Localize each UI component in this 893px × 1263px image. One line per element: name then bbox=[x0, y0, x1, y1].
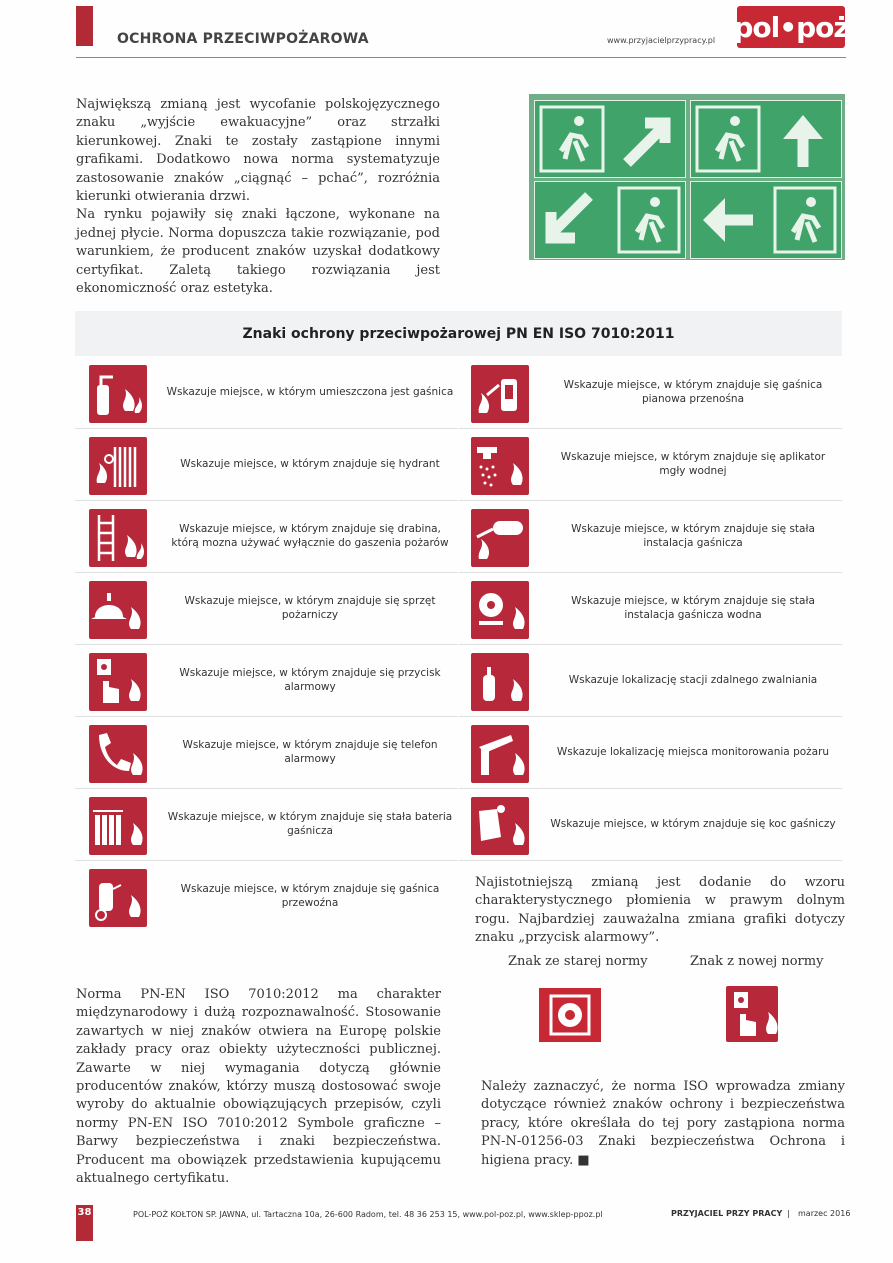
fire-blanket-icon bbox=[471, 797, 529, 855]
exit-sign-arrow-down-left bbox=[534, 181, 686, 259]
sign-description: Wskazuje miejsce, w którym znajduje się hydrant bbox=[180, 458, 440, 470]
water-installation-icon bbox=[471, 581, 529, 639]
section-title: OCHRONA PRZECIWPOŻAROWA bbox=[117, 31, 369, 47]
footer-date: marzec 2016 bbox=[798, 1209, 851, 1218]
table-row bbox=[75, 428, 458, 501]
page-number-badge bbox=[76, 1205, 93, 1241]
alarm-button-icon bbox=[89, 653, 147, 711]
fixed-installation-icon bbox=[471, 509, 529, 567]
footer-company: POL-POŻ KOŁTON SP. JAWNA, ul. Tartaczna 10a, 26-600 Radom, tel. 48 36 253 15, www.pol-poz.pl, www.sklep-ppoz.pl bbox=[133, 1210, 603, 1219]
exit-sign-arrow-up bbox=[690, 100, 842, 178]
intro-paragraph: Największą zmianą jest wycofanie polskojęzycznego znaku „wyjście ewakuacyjne” oraz strzałki kierunkowej. Znaki te zostały zastąpione innymi grafikami. Dodatkowo nowa norma systematyzuje zastosowanie znaków „ciągnąć – pchać”, rozróżnia kierunki otwierania drzwi. bbox=[76, 97, 440, 205]
fire-ladder-icon bbox=[89, 509, 147, 567]
header-rule bbox=[76, 57, 846, 58]
bottom-left-paragraph: Norma PN-EN ISO 7010:2012 ma charakter międzynarodowy i dużą rozpoznawalność. Stosowanie zawartych w niej znaków otwiera na Europę polskie zakłady pracy oraz obiekty użyteczności publicznej. Zawarte w niej wymagania dotyczą głównie producentów znaków, którzy muszą dostosować swoje wyroby do aktualnie obowiązujących przepisów, czyli normy PN-EN ISO 7010:2012 Symbole graficzne – Barwy bezpieczeństwa i znaki bezpieczeństwa. Producent ma obowiązek przedstawienia kupującemu aktualnego certyfikatu. bbox=[76, 987, 441, 1187]
fire-signs-table bbox=[75, 311, 842, 935]
table-row bbox=[459, 788, 842, 861]
sign-description: Wskazuje miejsce, w którym znajduje się stała bateria gaśnicza bbox=[167, 811, 453, 837]
fire-hose-icon bbox=[89, 437, 147, 495]
bottom-right-column bbox=[481, 1078, 845, 1170]
logo-text: pol•poż bbox=[733, 10, 849, 44]
sign-description: Wskazuje miejsce, w którym znajduje się gaśnica przewoźna bbox=[180, 883, 440, 909]
table-row bbox=[75, 716, 458, 789]
table-row bbox=[459, 572, 842, 645]
fire-helmet-icon bbox=[89, 581, 147, 639]
sign-description: Wskazuje miejsce, w którym znajduje się sprzęt pożarniczy bbox=[184, 595, 436, 621]
intro-column bbox=[76, 96, 440, 298]
table-row bbox=[75, 500, 458, 573]
table-row bbox=[459, 716, 842, 789]
sign-description: Wskazuje miejsce, w którym znajduje się drabina, którą mozna używać wyłącznie do gaszenia pożarów bbox=[171, 523, 449, 549]
sign-description: Wskazuje miejsce, w którym znajduje się koc gaśniczy bbox=[550, 818, 836, 830]
brand-logo bbox=[733, 6, 849, 48]
fire-monitor-icon bbox=[471, 725, 529, 783]
right-note bbox=[475, 874, 845, 948]
new-sign-label: Znak z nowej normy bbox=[690, 954, 824, 969]
table-title: Znaki ochrony przeciwpożarowej PN EN ISO 7010:2011 bbox=[75, 311, 842, 356]
new-alarm-sign bbox=[726, 986, 778, 1042]
sign-description: Wskazuje miejsce, w którym znajduje się stała instalacja gaśnicza wodna bbox=[571, 595, 815, 621]
table-row bbox=[459, 644, 842, 717]
exit-signs-image bbox=[529, 94, 845, 260]
footer-magazine: PRZYJACIEL PRZY PRACY bbox=[671, 1209, 783, 1218]
remote-release-icon bbox=[471, 653, 529, 711]
table-row bbox=[459, 500, 842, 573]
sign-description: Wskazuje miejsce, w którym znajduje się przycisk alarmowy bbox=[179, 667, 441, 693]
page-number: 38 bbox=[77, 1207, 92, 1218]
sign-description: Wskazuje miejsce, w którym znajduje się gaśnica pianowa przenośna bbox=[563, 379, 823, 405]
sign-description: Wskazuje miejsce, w którym znajduje się aplikator mgły wodnej bbox=[560, 451, 826, 477]
water-mist-icon bbox=[471, 437, 529, 495]
sign-description: Wskazuje miejsce, w którym umieszczona jest gaśnica bbox=[166, 386, 454, 398]
sign-description: Wskazuje miejsce, w którym znajduje się stała instalacja gaśnicza bbox=[571, 523, 815, 549]
table-row bbox=[459, 356, 842, 429]
exit-sign-arrow-up-right bbox=[534, 100, 686, 178]
sign-description: Wskazuje lokalizację miejsca monitorowania pożaru bbox=[556, 746, 830, 758]
intro-paragraph-2: Na rynku pojawiły się znaki łączone, wykonane na jednej płycie. Norma dopuszcza takie rozwiązanie, pod warunkiem, że producent znaków uzyskał dodatkowy certyfikat. Zaletą takiego rozwiązania jest ekonomiczność oraz estetyka. bbox=[76, 207, 440, 297]
table-row bbox=[75, 788, 458, 861]
table-row bbox=[459, 428, 842, 501]
table-row bbox=[75, 644, 458, 717]
battery-cylinders-icon bbox=[89, 797, 147, 855]
sign-description: Wskazuje miejsce, w którym znajduje się telefon alarmowy bbox=[182, 739, 438, 765]
footer-separator: | bbox=[787, 1209, 790, 1218]
sign-description: Wskazuje lokalizację stacji zdalnego zwalniania bbox=[568, 674, 818, 686]
right-note-text: Najistotniejszą zmianą jest dodanie do wzoru charakterystycznego płomienia w prawym dolnym rogu. Najbardziej zauważalna zmiana grafiki dotyczy znaku „przycisk alarmowy”. bbox=[475, 875, 845, 946]
bottom-right-paragraph: Należy zaznaczyć, że norma ISO wprowadza zmiany dotyczące również znaków ochrony i bezpieczeństwa pracy, które określała do tej pory zastąpiona norma PN-N-01256-03 Znaki bezpieczeństwa Ochrona i higiena pracy. ■ bbox=[481, 1079, 845, 1168]
exit-sign-arrow-left bbox=[690, 181, 842, 259]
site-url[interactable]: www.przyjacielprzypracy.pl bbox=[607, 36, 716, 45]
old-sign-label: Znak ze starej normy bbox=[508, 954, 648, 969]
emergency-phone-icon bbox=[89, 725, 147, 783]
wheeled-extinguisher-icon bbox=[89, 869, 147, 927]
foam-extinguisher-icon bbox=[471, 365, 529, 423]
table-row bbox=[75, 860, 458, 932]
table-row bbox=[75, 572, 458, 645]
bottom-left-column bbox=[76, 986, 441, 1188]
header-accent-bar bbox=[76, 6, 93, 46]
fire-extinguisher-icon bbox=[89, 365, 147, 423]
table-row bbox=[75, 356, 458, 429]
old-alarm-sign bbox=[539, 988, 601, 1042]
